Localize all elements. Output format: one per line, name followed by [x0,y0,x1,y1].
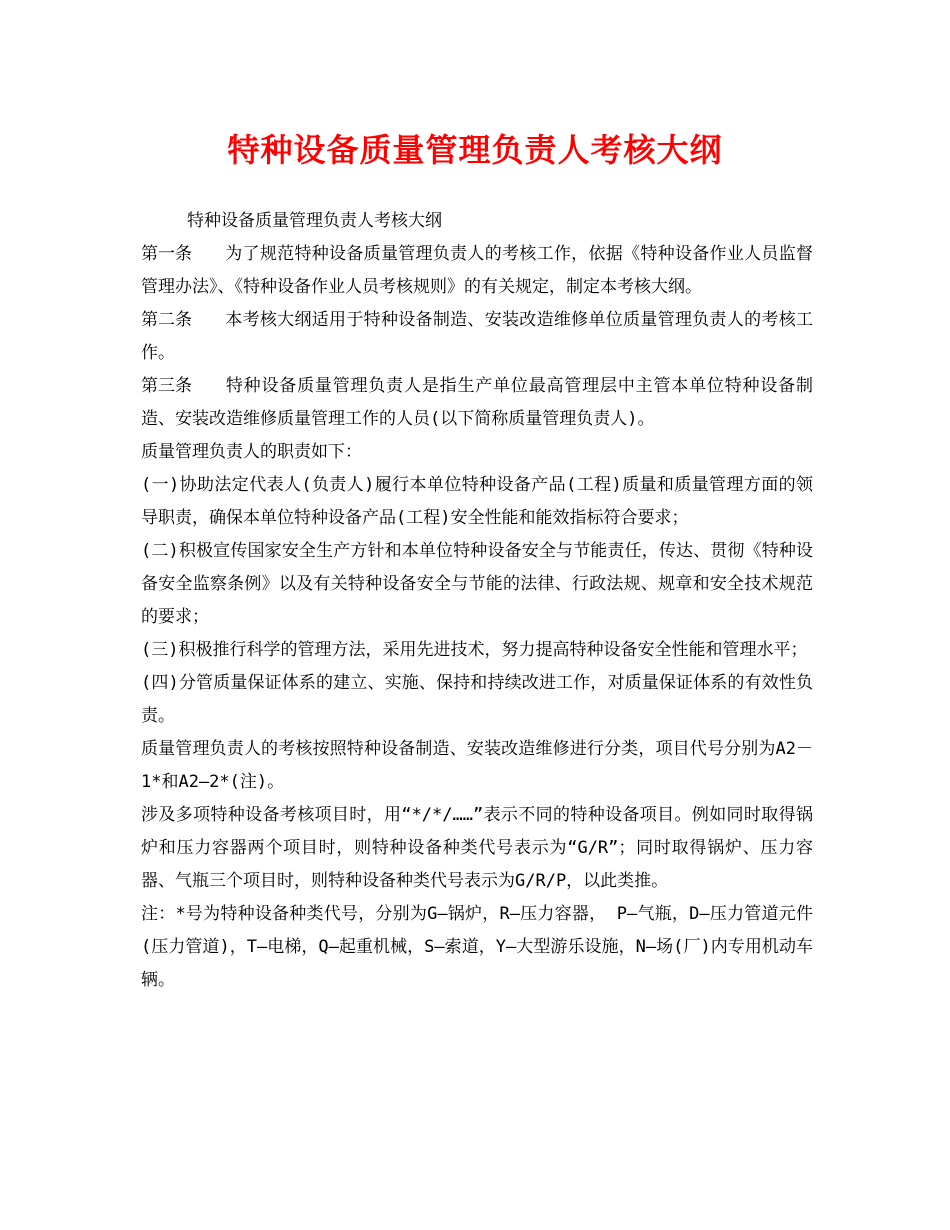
duty-item: (二)积极宣传国家安全生产方针和本单位特种设备安全与节能责任，传达、贯彻《特种设备安全监察条例》以及有关特种设备安全与节能的法律、行政法规、规章和安全技术规范的要求； [141,541,813,627]
article-label: 第二条 [141,310,192,330]
document-title: 特种设备质量管理负责人考核大纲 [227,131,723,169]
article-paragraph [141,304,813,370]
duties-intro: 质量管理负责人的职责如下： [141,442,362,462]
article-paragraph [141,370,813,436]
note-paragraph: 注：*号为特种设备种类代号，分别为G—锅炉，R—压力容器， P—气瓶，D—压力管道元件(压力管道)，T—电梯，Q—起重机械，S—索道，Y—大型游乐设施，N—场(厂)内专用机动车辆。 [141,904,813,990]
article-text: 本考核大纲适用于特种设备制造、安装改造维修单位质量管理负责人的考核工作。 [141,310,813,363]
classification-paragraph: 质量管理负责人的考核按照特种设备制造、安装改造维修进行分类，项目代号分别为A2－1*和A2—2*(注)。 [141,739,813,792]
article-label: 第一条 [141,244,192,264]
article-text: 为了规范特种设备质量管理负责人的考核工作，依据《特种设备作业人员监督管理办法》、《特种设备作业人员考核规则》的有关规定，制定本考核大纲。 [141,244,813,297]
duty-item: (一)协助法定代表人(负责人)履行本单位特种设备产品(工程)质量和质量管理方面的领导职责，确保本单位特种设备产品(工程)安全性能和能效指标符合要求； [141,475,813,528]
duty-item: (四)分管质量保证体系的建立、实施、保持和持续改进工作，对质量保证体系的有效性负责。 [141,673,813,726]
article-text: 特种设备质量管理负责人是指生产单位最高管理层中主管本单位特种设备制造、安装改造维修质量管理工作的人员(以下简称质量管理负责人)。 [141,376,813,429]
article-paragraph [141,238,813,304]
multi-items-paragraph: 涉及多项特种设备考核项目时，用“*/*/……”表示不同的特种设备项目。例如同时取得锅炉和压力容器两个项目时，则特种设备种类代号表示为“G/R”；同时取得锅炉、压力容器、气瓶三个项目时，则特种设备种类代号表示为G/R/P，以此类推。 [141,805,813,891]
document-subtitle: 特种设备质量管理负责人考核大纲 [187,211,442,231]
duty-item: (三)积极推行科学的管理方法，采用先进技术，努力提高特种设备安全性能和管理水平； [141,640,808,660]
article-label: 第三条 [141,376,192,396]
document-body [141,205,813,997]
